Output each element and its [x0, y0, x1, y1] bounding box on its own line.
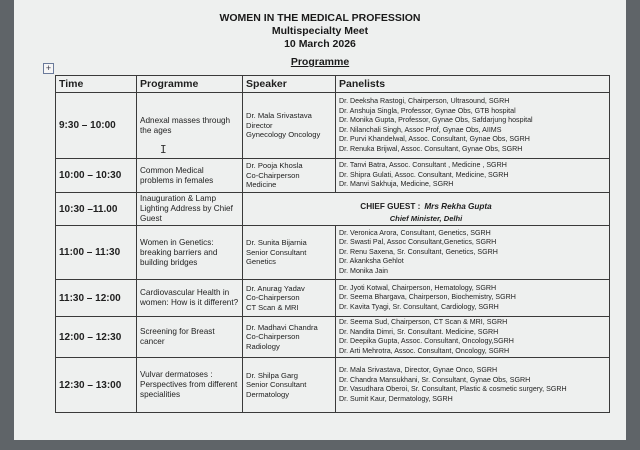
panelist-entry: Dr. Nilanchali Singh, Assoc Prof, Gynae Obs, AIIMS — [339, 125, 502, 134]
table-row — [56, 226, 610, 280]
document-title: WOMEN IN THE MEDICAL PROFESSION — [219, 12, 421, 24]
table-row — [56, 159, 610, 193]
column-header-time: Time — [56, 76, 137, 93]
panelist-entry: Dr. Vasudhara Oberoi, Sr. Consultant, Plastic & cosmetic surgery, SGRH — [339, 385, 567, 393]
time-cell: 10:30 –11.00 — [56, 193, 137, 226]
panelist-entry: Dr. Shipra Gulati, Assoc. Consultant, Medicine, SGRH — [339, 170, 509, 179]
programme-cell: Adnexal masses through the ages — [137, 93, 243, 159]
panelist-entry: Dr. Deepika Gupta, Assoc. Consultant, Oncology,SGRH — [339, 337, 514, 345]
speaker-name: Dr. Pooja Khosla — [246, 161, 303, 171]
speaker-cell — [243, 159, 336, 193]
time-cell: 11:30 – 12:00 — [56, 280, 137, 317]
panelist-entry: Dr. Sumit Kaur, Dermatology, SGRH — [339, 394, 453, 403]
column-header-programme: Programme — [137, 76, 243, 93]
panelist-entry: Dr. Seema Sud, Chairperson, CT Scan & MRI, SGRH — [339, 318, 508, 326]
panelists-cell — [336, 93, 610, 159]
panelists-cell — [336, 159, 610, 193]
programme-table — [55, 75, 610, 413]
panelists-cell — [336, 280, 610, 317]
speaker-name: Dr. Mala Srivastava — [246, 111, 312, 121]
chief-guest-cell — [243, 193, 610, 226]
panelist-entry: Dr. Akanksha Gehlot — [339, 257, 404, 266]
speaker-detail: Director — [246, 120, 273, 130]
speaker-detail: Radiology — [246, 341, 280, 351]
speaker-detail: Dermatology — [246, 389, 290, 399]
section-heading: Programme — [290, 56, 350, 68]
panelist-entry: Dr. Purvi Khandelwal, Assoc. Consultant, Gynae Obs, SGRH — [339, 135, 530, 143]
speaker-detail: Medicine — [246, 180, 277, 190]
speaker-detail: Co-Chairperson — [246, 332, 300, 342]
table-row — [56, 317, 610, 358]
table-row — [56, 193, 610, 226]
speaker-detail: Co-Chairperson — [246, 170, 300, 180]
speaker-cell — [243, 317, 336, 358]
panelist-entry: Dr. Renuka Brijwal, Assoc. Consultant, Gynae Obs, SGRH — [339, 144, 523, 153]
speaker-cell — [243, 280, 336, 317]
speaker-name: Dr. Sunita Bijarnia — [246, 238, 307, 248]
speaker-detail: CT Scan & MRI — [246, 302, 299, 312]
time-cell: 10:00 – 10:30 — [56, 159, 137, 193]
table-row — [56, 280, 610, 317]
time-cell: 9:30 – 10:00 — [56, 93, 137, 159]
speaker-detail: Senior Consultant — [246, 247, 307, 257]
table-header-row — [56, 76, 610, 93]
table-row — [56, 358, 610, 413]
chief-guest-label: CHIEF GUEST : — [360, 201, 421, 211]
document-subtitle: Multispecialty Meet — [271, 25, 369, 37]
panelists-cell — [336, 226, 610, 280]
time-cell: 12:30 – 13:00 — [56, 358, 137, 413]
speaker-detail: Genetics — [246, 257, 276, 267]
speaker-detail: Gynecology Oncology — [246, 130, 321, 140]
panelist-entry: Dr. Swasti Pal, Assoc Consultant,Genetics, SGRH — [339, 238, 497, 247]
panelist-entry: Dr. Monika Gupta, Professor, Gynae Obs, Safdarjung hospital — [339, 116, 533, 124]
speaker-detail: Senior Consultant — [246, 380, 307, 390]
table-move-handle-icon[interactable]: + — [43, 63, 54, 74]
panelist-entry: Dr. Anshuja Singla, Professor, Gynae Obs, GTB hospital — [339, 106, 516, 115]
time-cell: 11:00 – 11:30 — [56, 226, 137, 280]
document-date: 10 March 2026 — [284, 38, 356, 50]
time-cell: 12:00 – 12:30 — [56, 317, 137, 358]
speaker-detail: Co-Chairperson — [246, 293, 300, 303]
speaker-name: Dr. Shilpa Garg — [246, 370, 298, 380]
panelist-entry: Dr. Nandita Dimri, Sr. Consultant. Medicine, SGRH — [339, 327, 499, 336]
panelist-entry: Dr. Jyoti Kotwal, Chairperson, Hematology, SGRH — [339, 283, 497, 292]
speaker-name: Dr. Anurag Yadav — [246, 283, 305, 293]
panelists-cell — [336, 358, 610, 413]
speaker-cell — [243, 93, 336, 159]
speaker-name: Dr. Madhavi Chandra — [246, 322, 318, 332]
programme-cell: Vulvar dermatoses : Perspectives from different specialities — [137, 358, 243, 413]
panelist-entry: Dr. Kavita Tyagi, Sr. Consultant, Cardiology, SGRH — [339, 302, 499, 311]
programme-cell: Cardiovascular Health in women: How is it different? — [137, 280, 243, 317]
panelists-cell — [336, 317, 610, 358]
panelist-entry: Dr. Mala Srivastava, Director, Gynae Onco, SGRH — [339, 366, 498, 374]
table-row — [56, 93, 610, 159]
speaker-cell — [243, 358, 336, 413]
panelist-entry: Dr. Deeksha Rastogi, Chairperson, Ultrasound, SGRH — [339, 97, 510, 105]
chief-guest-role: Chief Minister, Delhi — [389, 213, 463, 223]
programme-cell: Inauguration & Lamp Lighting Address by Chief Guest — [137, 193, 243, 226]
programme-cell: Common Medical problems in females — [137, 159, 243, 193]
panelist-entry: Dr. Seema Bhargava, Chairperson, Biochemistry, SGRH — [339, 293, 516, 302]
chief-guest-name: Mrs Rekha Gupta — [424, 201, 492, 211]
panelist-entry: Dr. Veronica Arora, Consultant, Genetics, SGRH — [339, 228, 491, 237]
panelist-entry: Dr. Chandra Mansukhani, Sr. Consultant, Gynae Obs, SGRH — [339, 375, 531, 384]
panelist-entry: Dr. Renu Saxena, Sr. Consultant, Genetics, SGRH — [339, 247, 498, 256]
programme-cell: Women in Genetics: breaking barriers and building bridges — [137, 226, 243, 280]
panelist-entry: Dr. Tanvi Batra, Assoc. Consultant , Medicine , SGRH — [339, 161, 507, 170]
column-header-speaker: Speaker — [243, 76, 336, 93]
panelist-entry: Dr. Manvi Sakhuja, Medicine, SGRH — [339, 180, 454, 189]
column-header-panelists: Panelists — [336, 76, 610, 93]
speaker-cell — [243, 226, 336, 280]
panelist-entry: Dr. Monika Jain — [339, 266, 388, 275]
text-cursor-icon: I — [160, 143, 167, 156]
programme-cell: Screening for Breast cancer — [137, 317, 243, 358]
panelist-entry: Dr. Arti Mehrotra, Assoc. Consultant, Oncology, SGRH — [339, 346, 510, 355]
